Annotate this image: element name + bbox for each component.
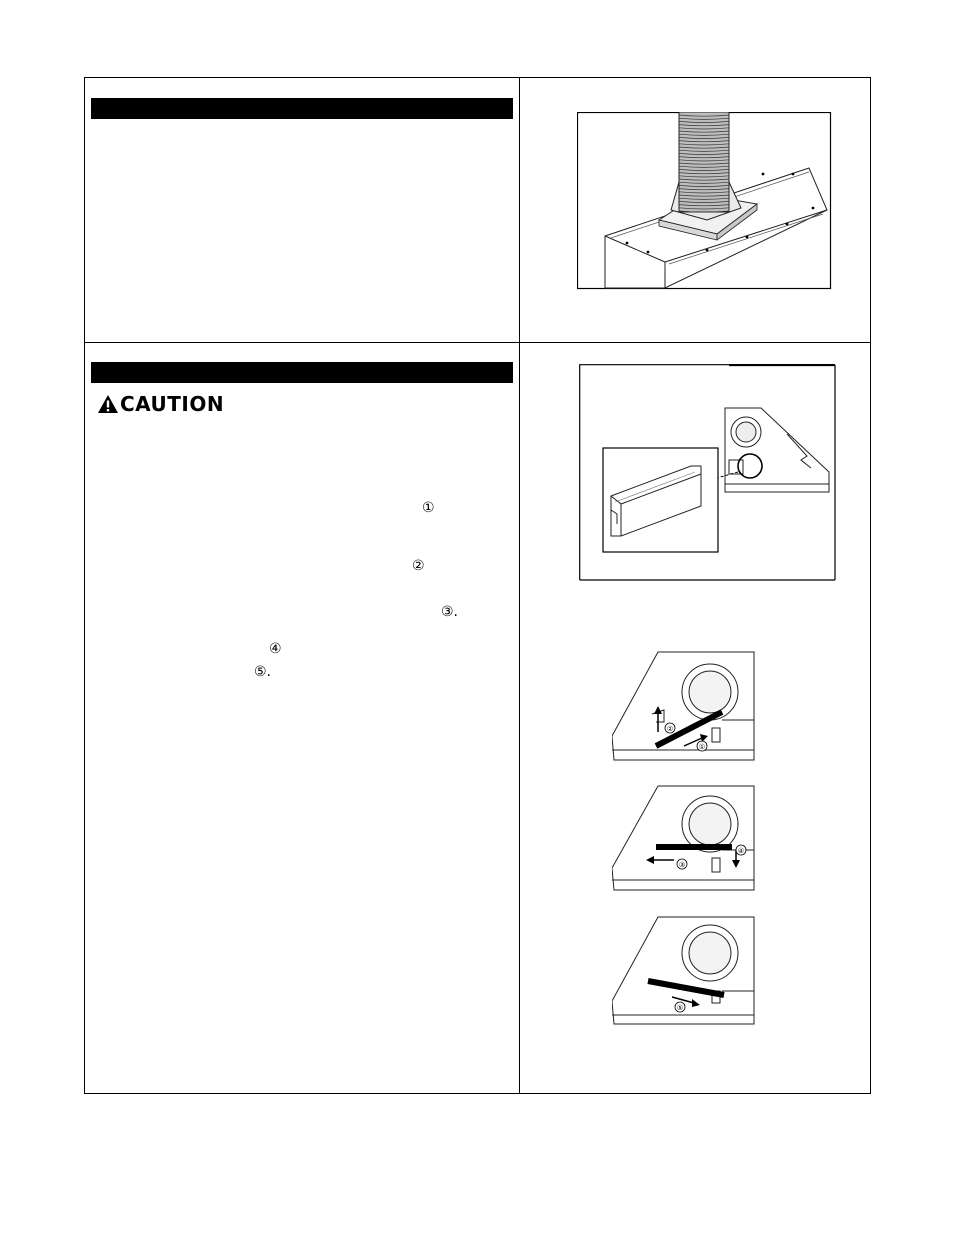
figure-step-label-3: ③ xyxy=(678,861,686,869)
caution-banner xyxy=(97,392,224,416)
step-marker-4: ④ xyxy=(269,641,282,657)
filter-install-step-5-figure xyxy=(612,915,757,1026)
caution-label: CAUTION xyxy=(120,392,225,416)
step-marker-1: ① xyxy=(422,500,435,516)
figure-step-label-1: ① xyxy=(698,743,706,751)
warning-triangle-icon xyxy=(97,394,119,414)
figure-step-label-2: ② xyxy=(666,725,674,733)
duct-connection-figure xyxy=(577,112,832,290)
instruction-table xyxy=(84,77,871,1094)
figure-step-label-5: ⑤ xyxy=(676,1004,684,1012)
filter-install-step-3-4-figure xyxy=(612,784,757,892)
step-marker-5: ⑤. xyxy=(254,664,272,680)
step-marker-3: ③. xyxy=(441,604,459,620)
filter-channel-figure xyxy=(579,364,836,581)
step-marker-2: ② xyxy=(412,558,425,574)
column-divider xyxy=(519,78,520,1093)
section-heading-bar-2 xyxy=(91,362,513,383)
figure-step-label-4: ④ xyxy=(737,847,745,855)
row-divider xyxy=(85,342,870,343)
section-heading-bar-1 xyxy=(91,98,513,119)
filter-install-step-1-2-figure xyxy=(612,650,757,762)
